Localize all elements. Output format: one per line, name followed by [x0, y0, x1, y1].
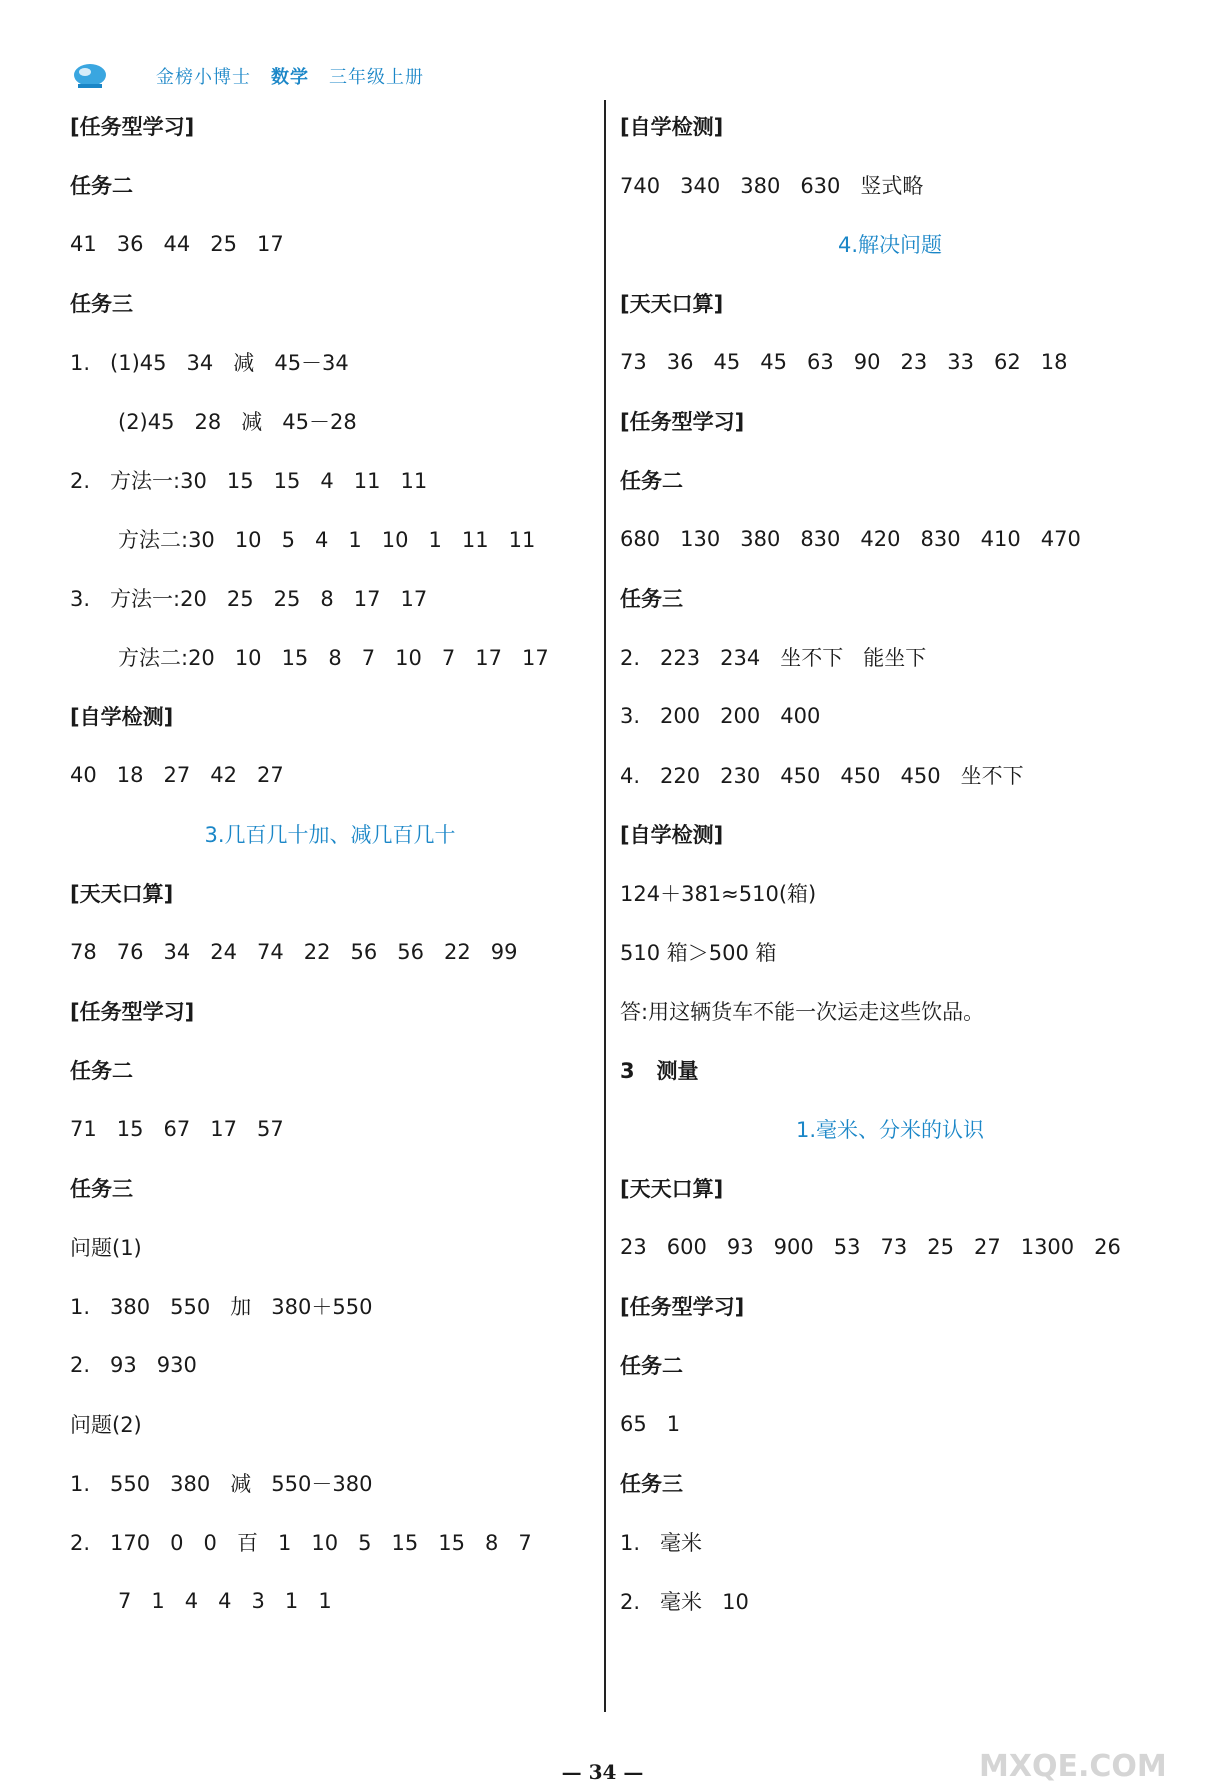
subsection-label: 任务三	[70, 1176, 133, 1201]
subsection-label: [天天口算]	[70, 881, 174, 906]
subsection-label: 任务三	[620, 586, 683, 611]
answer-line: 740 340 380 630 竖式略	[620, 173, 924, 198]
answer-line: 3. 200 200 400	[620, 703, 821, 728]
subsection-label: 任务二	[620, 468, 683, 493]
section-heading: 3.几百几十加、减几百几十	[204, 822, 456, 847]
answer-line: 1. (1)45 34 减 45－34	[70, 350, 349, 375]
answer-line: 2. 223 234 坐不下 能坐下	[620, 645, 927, 670]
subsection-label: 任务二	[70, 173, 133, 198]
subsection-label: [任务型学习]	[70, 999, 195, 1024]
answer-line: 1. 毫米	[620, 1530, 703, 1555]
section-heading: 1.毫米、分米的认识	[795, 1117, 985, 1142]
brand-name: 金榜小博士	[156, 67, 251, 88]
answer-line: 2. 170 0 0 百 1 10 5 15 15 8 7	[70, 1530, 532, 1555]
answer-line: 71 15 67 17 57	[70, 1116, 284, 1141]
header-title	[156, 63, 424, 89]
answer-line: 4. 220 230 450 450 450 坐不下	[620, 763, 1024, 788]
answer-line: 问题(1)	[70, 1235, 142, 1260]
subject-name: 数学	[271, 67, 309, 88]
answer-line: 1. 550 380 减 550－380	[70, 1471, 373, 1496]
answer-line: 2. 93 930	[70, 1352, 197, 1377]
answer-line: 方法二:20 10 15 8 7 10 7 17 17	[118, 645, 549, 670]
answer-line: (2)45 28 减 45－28	[118, 409, 357, 434]
subsection-label: [自学检测]	[620, 822, 724, 847]
column-divider	[604, 100, 606, 1712]
watermark-logo	[969, 1716, 1189, 1786]
answer-line: 78 76 34 24 74 22 56 56 22 99	[70, 939, 518, 964]
answer-line: 2. 毫米 10	[620, 1589, 749, 1614]
subsection-label: [自学检测]	[620, 114, 724, 139]
subsection-label: [天天口算]	[620, 291, 724, 316]
answer-line: 方法二:30 10 5 4 1 10 1 11 11	[118, 527, 536, 552]
subsection-label: 3 测量	[620, 1058, 699, 1083]
page-number: — 34 —	[561, 1760, 644, 1784]
answer-line: 73 36 45 45 63 90 23 33 62 18	[620, 349, 1068, 374]
answer-line: 问题(2)	[70, 1412, 142, 1437]
svg-text:MXQE.COM: MXQE.COM	[979, 1749, 1167, 1784]
page-header	[72, 56, 424, 96]
subsection-label: [天天口算]	[620, 1176, 724, 1201]
answer-line: 23 600 93 900 53 73 25 27 1300 26	[620, 1234, 1121, 1259]
answer-line: 124＋381≈510(箱)	[620, 881, 817, 906]
grade-name: 三年级上册	[329, 67, 424, 88]
subsection-label: [任务型学习]	[620, 409, 745, 434]
answer-line: 65 1	[620, 1411, 681, 1436]
answer-line: 2. 方法一:30 15 15 4 11 11	[70, 468, 428, 493]
answer-line: 41 36 44 25 17	[70, 231, 284, 256]
subsection-label: 任务三	[620, 1471, 683, 1496]
answer-line: 答:用这辆货车不能一次运走这些饮品。	[620, 999, 985, 1024]
answer-line: 3. 方法一:20 25 25 8 17 17	[70, 586, 428, 611]
subsection-label: [自学检测]	[70, 704, 174, 729]
section-heading: 4.解决问题	[837, 232, 943, 257]
answer-line: 40 18 27 42 27	[70, 762, 284, 787]
subsection-label: [任务型学习]	[620, 1294, 745, 1319]
book-logo-icon	[72, 61, 108, 91]
answer-line: 7 1 4 4 3 1 1	[118, 1588, 332, 1613]
left-column	[70, 96, 590, 1630]
subsection-label: 任务二	[620, 1353, 683, 1378]
subsection-label: 任务三	[70, 291, 133, 316]
answer-line: 1. 380 550 加 380＋550	[70, 1294, 373, 1319]
right-column	[620, 96, 1160, 1630]
subsection-label: 任务二	[70, 1058, 133, 1083]
answer-line: 680 130 380 830 420 830 410 470	[620, 526, 1081, 551]
subsection-label: [任务型学习]	[70, 114, 195, 139]
answer-line: 510 箱＞500 箱	[620, 940, 777, 965]
